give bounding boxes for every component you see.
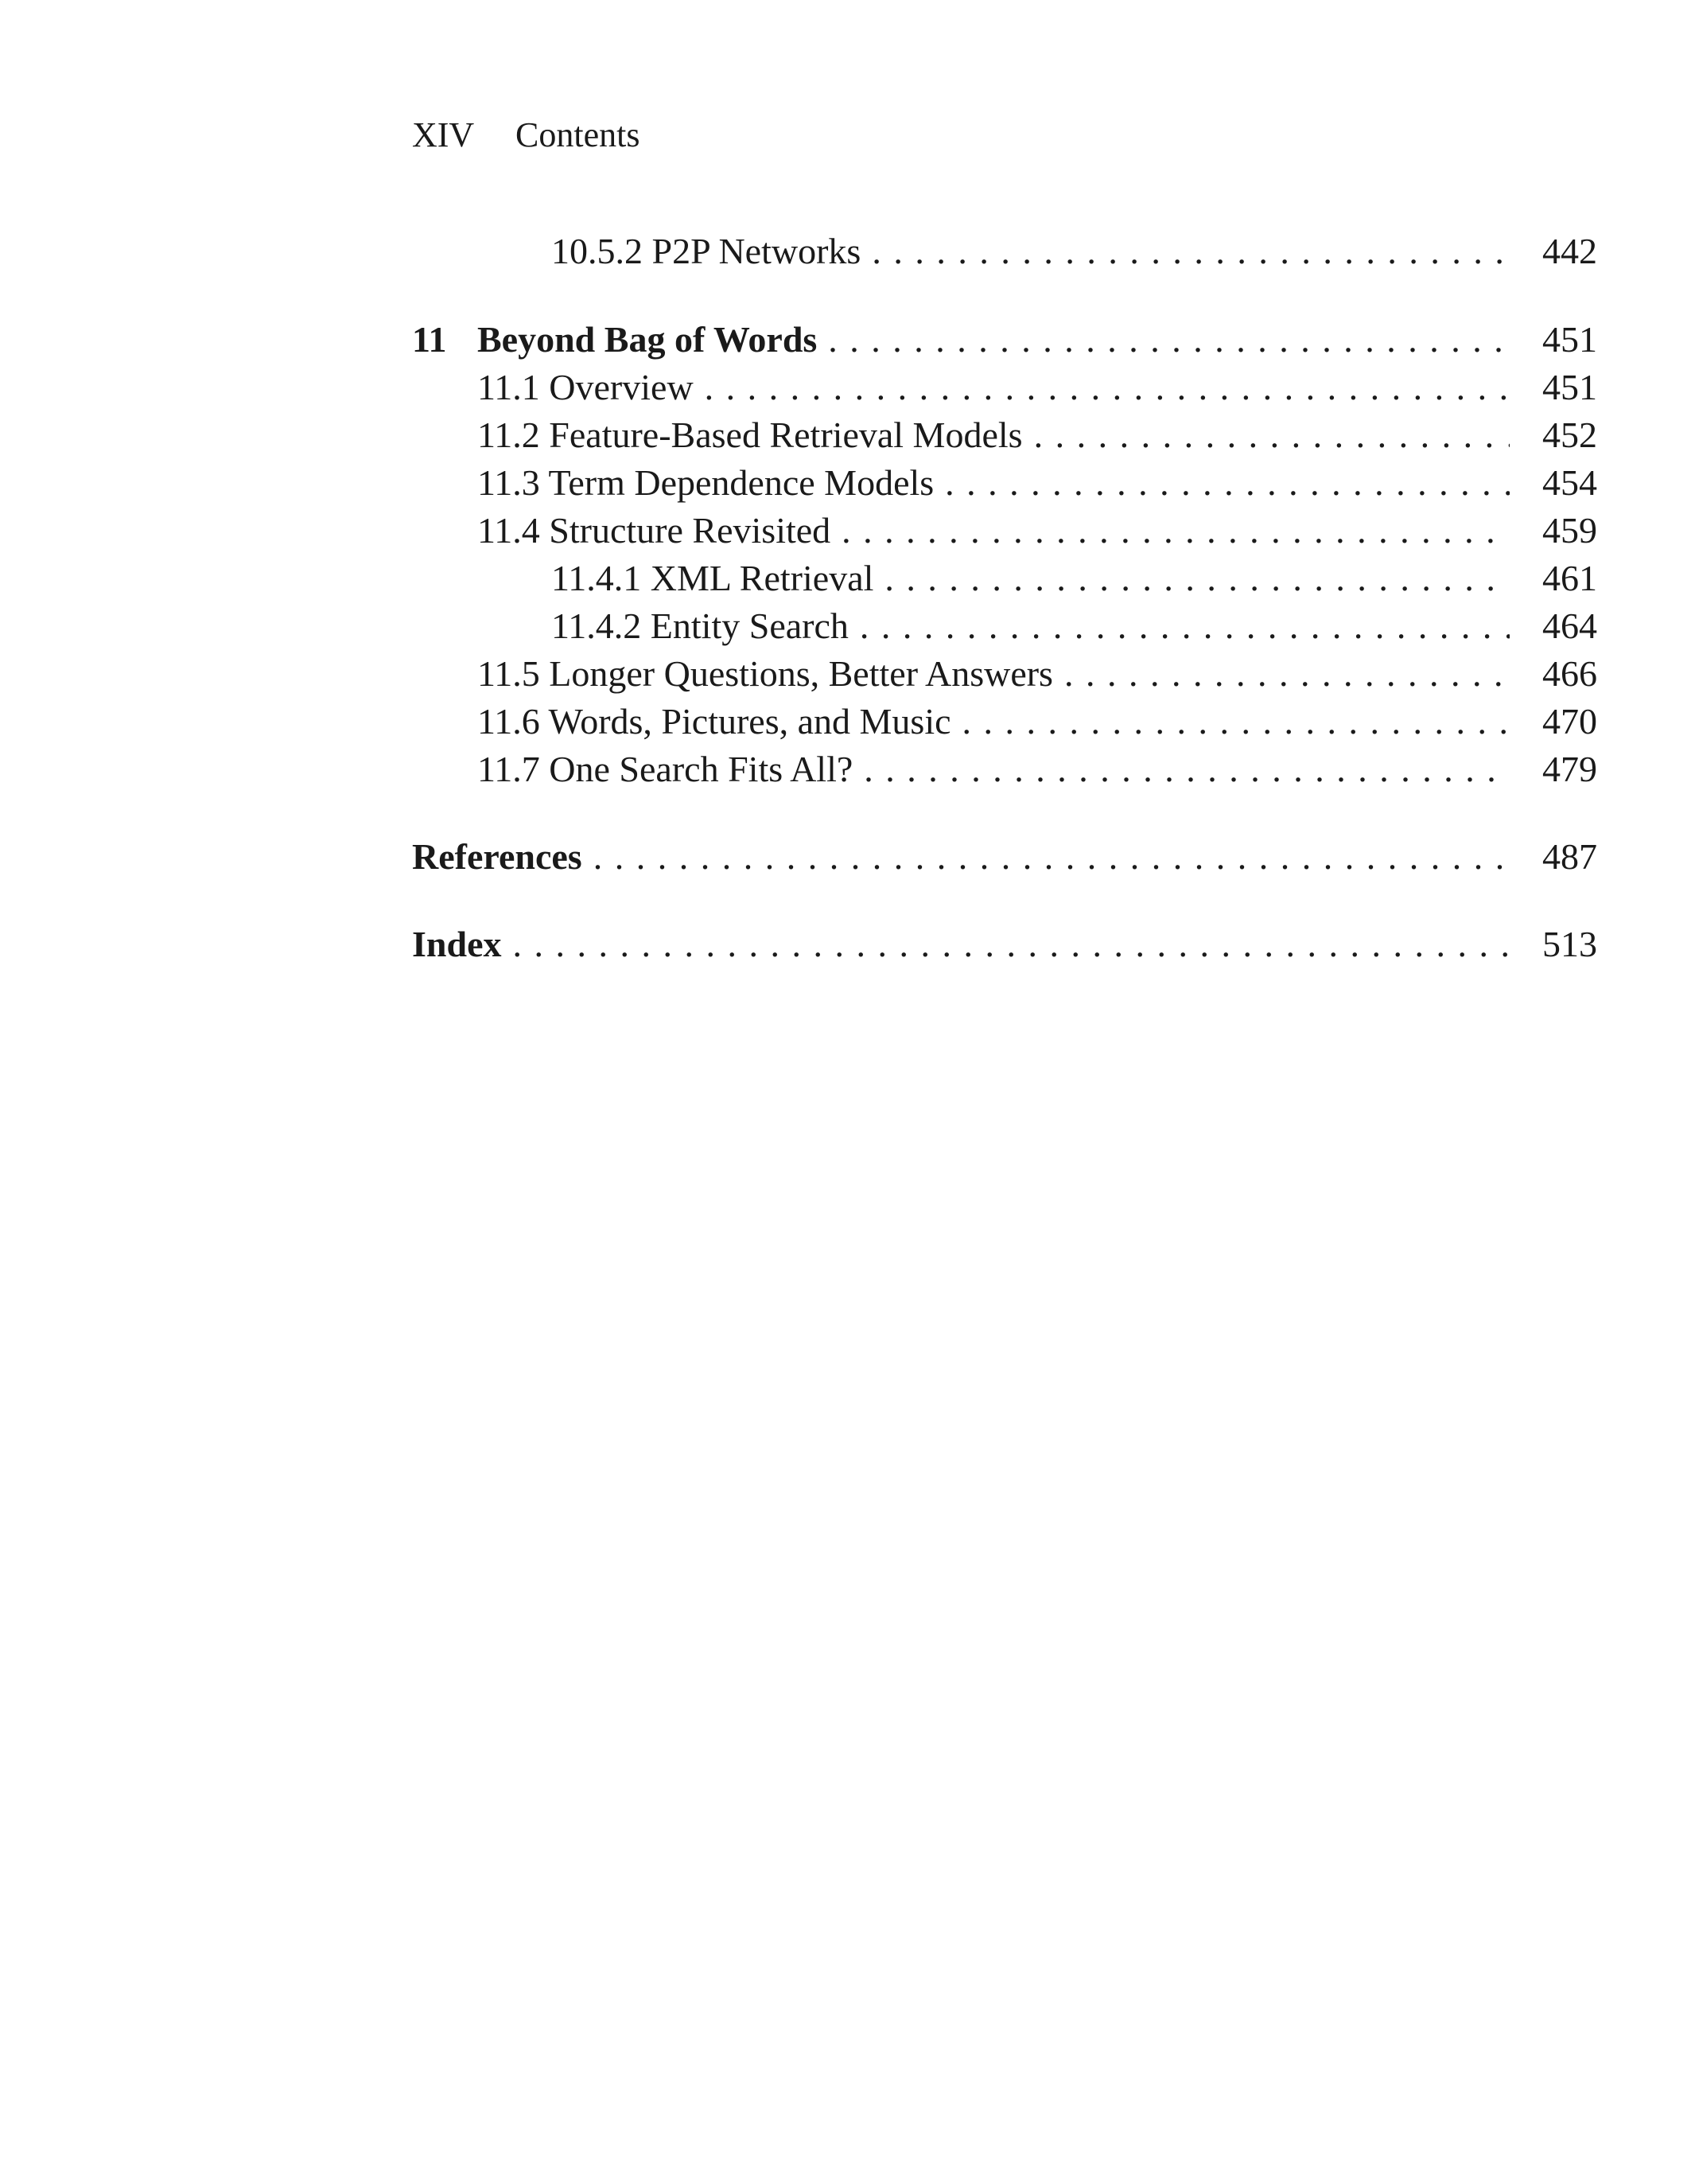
toc-entry-page: 464: [1542, 605, 1597, 646]
toc-entry-index[interactable]: [412, 921, 1597, 968]
toc-entry-page: 513: [1542, 924, 1597, 964]
toc-entry-title: References: [412, 836, 582, 877]
toc-entry-11-4-1[interactable]: [412, 555, 1597, 602]
running-head-title: Contents: [515, 115, 640, 154]
toc-entry-title: 11.1 Overview: [477, 367, 694, 407]
toc-entry-page: 470: [1542, 701, 1597, 742]
dot-leader: [884, 555, 1510, 602]
chapter-number: 11: [412, 319, 447, 360]
running-head: [412, 111, 640, 159]
toc-entry-title: 11.4.1 XML Retrieval: [551, 558, 874, 598]
toc-entry-title: 11.4 Structure Revisited: [477, 510, 831, 551]
dot-leader: [842, 507, 1510, 555]
toc-entry-title: 11.4.2 Entity Search: [551, 605, 849, 646]
toc-entry-page: 466: [1542, 653, 1597, 694]
toc-entry-11-4[interactable]: [412, 507, 1597, 555]
dot-leader: [864, 746, 1510, 793]
dot-leader: [1064, 650, 1510, 698]
dot-leader: [860, 602, 1510, 650]
toc-entry-10-5-2[interactable]: [412, 228, 1597, 275]
toc-entry-11-5[interactable]: [412, 650, 1597, 698]
toc-entry-11-7[interactable]: [412, 746, 1597, 793]
toc-entry-11-3[interactable]: [412, 459, 1597, 507]
toc-entry-title: 11.5 Longer Questions, Better Answers: [477, 653, 1053, 694]
toc-entry-page: 451: [1542, 367, 1597, 407]
dot-leader: [945, 459, 1510, 507]
dot-leader: [593, 833, 1510, 881]
toc-entry-title: 11.3 Term Dependence Models: [477, 462, 935, 503]
toc-entry-page: 451: [1542, 319, 1597, 360]
dot-leader: [705, 364, 1510, 411]
toc-entry-title: 11.6 Words, Pictures, and Music: [477, 701, 951, 742]
dot-leader: [512, 921, 1510, 968]
toc-entry-11-4-2[interactable]: [412, 602, 1597, 650]
toc-entry-title: Beyond Bag of Words: [477, 319, 818, 360]
dot-leader: [1034, 411, 1510, 459]
toc-entry-11-6[interactable]: [412, 698, 1597, 746]
toc-entry-title: Index: [412, 924, 502, 964]
toc-entry-title: 11.2 Feature-Based Retrieval Models: [477, 415, 1023, 455]
toc-entry-page: 454: [1542, 462, 1597, 503]
toc-entry-11-2[interactable]: [412, 411, 1597, 459]
toc-entry-title: 10.5.2 P2P Networks: [551, 231, 861, 271]
toc-entry-page: 487: [1542, 836, 1597, 877]
toc-entry-page: 461: [1542, 558, 1597, 598]
toc-entry-page: 459: [1542, 510, 1597, 551]
dot-leader: [962, 698, 1510, 746]
toc-entry-page: 452: [1542, 415, 1597, 455]
toc-entry-11-1[interactable]: [412, 364, 1597, 411]
toc-entry-title: 11.7 One Search Fits All?: [477, 749, 853, 789]
page-folio: XIV: [412, 115, 475, 154]
dot-leader: [828, 316, 1510, 364]
toc-entry-page: 479: [1542, 749, 1597, 789]
dot-leader: [872, 228, 1510, 275]
toc-entry-page: 442: [1542, 231, 1597, 271]
toc-entry-chapter-11[interactable]: [412, 316, 1597, 364]
toc-entry-references[interactable]: [412, 833, 1597, 881]
